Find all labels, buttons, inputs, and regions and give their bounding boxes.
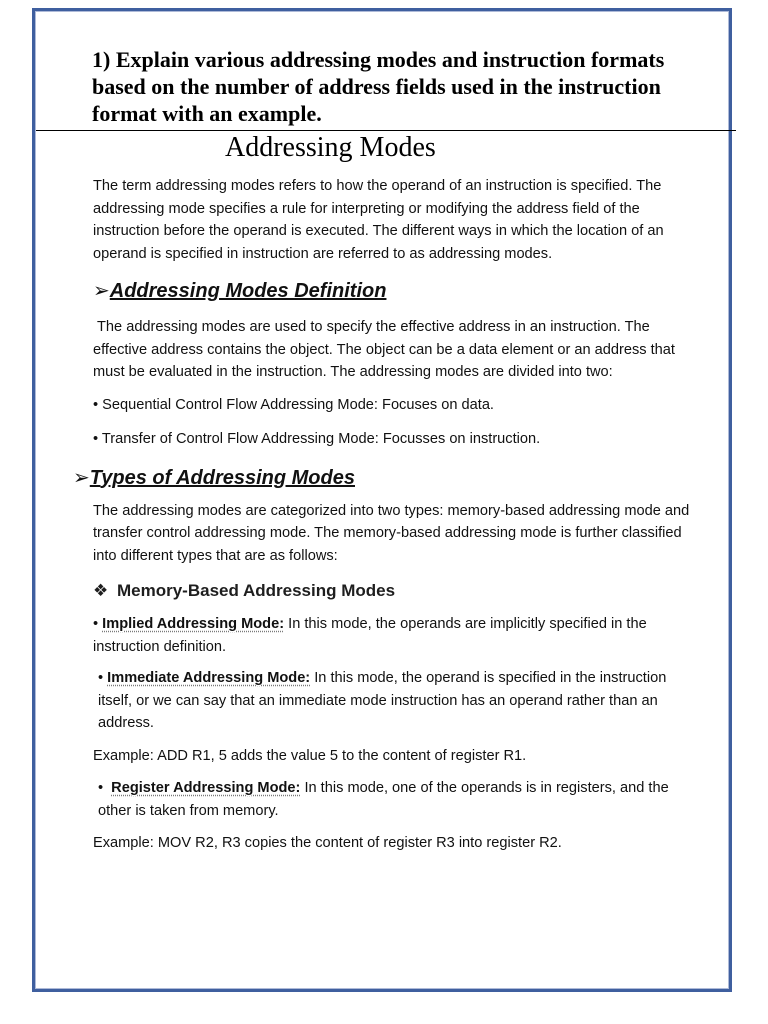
definition-bullet-sequential: • Sequential Control Flow Addressing Mode: Focuses on data.	[93, 396, 494, 413]
memory-based-heading-text: Memory-Based Addressing Modes	[116, 581, 396, 600]
register-example: Example: MOV R2, R3 copies the content of register R3 into register R2.	[93, 835, 562, 851]
implied-mode-term: Implied Addressing Mode:	[102, 616, 285, 632]
definition-bullet-transfer: • Transfer of Control Flow Addressing Mode: Focusses on instruction.	[93, 431, 541, 447]
question-heading: 1) Explain various addressing modes and instruction formats based on the number of address fields used in the instruction format with an example.	[92, 47, 665, 126]
register-mode-term: Register Addressing Mode:	[111, 780, 301, 796]
immediate-mode-item	[93, 667, 693, 735]
types-heading-text: Types of Addressing Modes	[89, 466, 355, 489]
definition-heading-text: Addressing Modes Definition	[109, 280, 387, 302]
bullet: •	[98, 670, 104, 686]
bullet: •	[93, 616, 99, 632]
intro-paragraph: The term addressing modes refers to how the operand of an instruction is specified. The addressing mode specifies a rule for interpreting or modifying the address field of the instruction before the operand is executed. The different ways in which the location of an operand is specified in instruction are referred to as addressing modes.	[93, 178, 664, 262]
arrow-icon: ➢	[93, 280, 110, 302]
implied-mode-item	[93, 613, 693, 658]
implied-mode-text: In this mode, the operands are implicitly specified in the instruction definition.	[93, 616, 647, 655]
types-paragraph: The addressing modes are categorized into two types: memory-based addressing mode and transfer control addressing mode. The memory-based addressing mode is further classified into different types that are as follows:	[93, 502, 690, 564]
immediate-example: Example: ADD R1, 5 adds the value 5 to the content of register R1.	[93, 747, 527, 764]
immediate-mode-term: Immediate Addressing Mode:	[107, 670, 311, 686]
definition-heading	[93, 277, 693, 305]
arrow-icon: ➢	[73, 466, 90, 489]
types-heading	[73, 464, 693, 492]
diamond-icon: ❖	[93, 581, 109, 600]
memory-based-heading	[93, 579, 693, 603]
section-title: Addressing Modes	[225, 132, 436, 163]
register-mode-text: In this mode, one of the operands is in registers, and the other is taken from memory.	[98, 780, 669, 819]
register-mode-item	[93, 777, 693, 822]
immediate-mode-text: In this mode, the operand is specified in the instruction itself, or we can say that an immediate mode instruction has an operand rather than an address.	[98, 670, 667, 731]
document-body	[73, 175, 693, 855]
definition-paragraph: The addressing modes are used to specify the effective address in an instruction. The effective address contains the object. The object can be a data element or an address that must be evaluated in the instruction. The addressing modes are divided into two:	[93, 319, 675, 380]
bullet: •	[98, 780, 104, 796]
